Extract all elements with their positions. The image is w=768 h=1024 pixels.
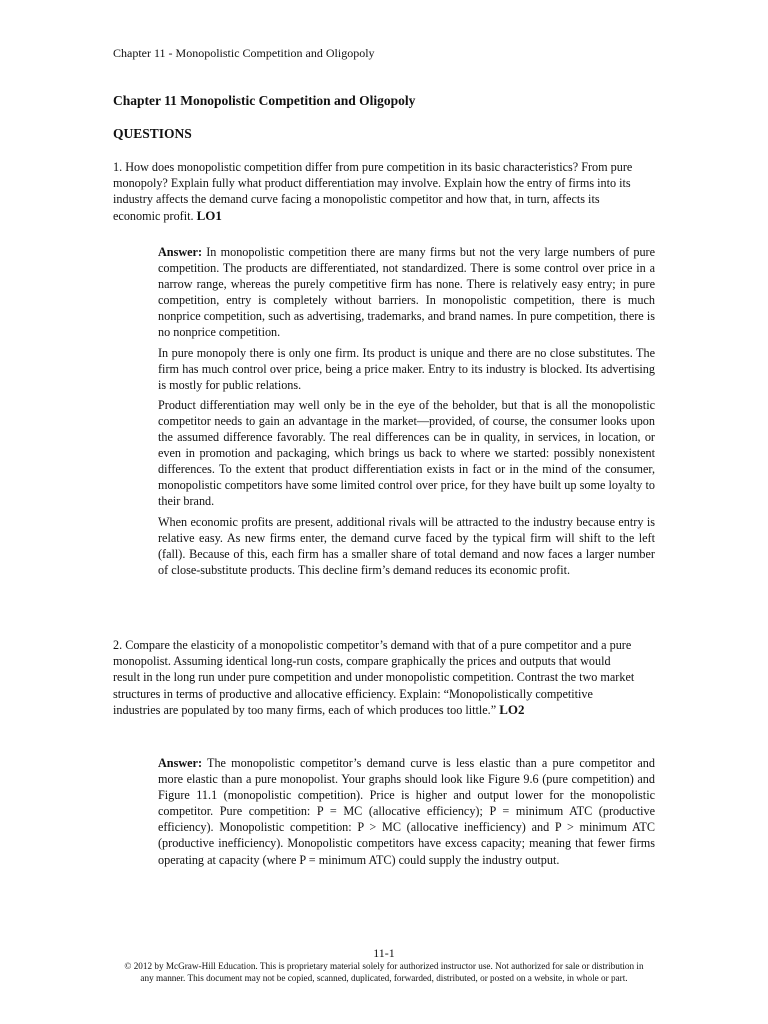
section-heading: QUESTIONS [113,126,192,141]
question-1 [113,159,640,224]
answer-1 [158,244,655,582]
question-1-lo: LO1 [196,207,222,223]
answer-label: Answer: [158,245,203,259]
running-header: Chapter 11 - Monopolistic Competition and Oligopoly [113,46,375,60]
question-2-lo: LO2 [499,701,525,717]
answer-1-paragraph-3: Product differentiation may well only be in the eye of the beholder, but that is all the monopolistic competitor needs to gain an advantage in the market—provided, of course, the consumer looks upon the assumed difference favorably. The real differences can be in quality, in services, in location, or even in promotion and packaging, which brings us back to where we started: possibly nonexistent differences. To the extent that product differentiation exists in fact or in the mind of the consumer, monopolistic competitors have some limited control over price, for they have built up some loyalty to their brand. [158,397,655,509]
answer-2-paragraph-1-text: The monopolistic competitor’s demand curve is less elastic than a pure competitor and more elastic than a pure monopolist. Your graphs should look like Figure 9.6 (pure competition) and Figure 11.1 (monopolistic competition). Price is higher and output lower for the monopolistic competitor. Pure competition: P = MC (allocative efficiency); P = minimum ATC (productive efficiency). Monopolistic competition: P > MC (allocative inefficiency) and P > minimum ATC (productive inefficiency). Monopolistic competitors have excess capacity; meaning that fewer firms operating at capacity (where P = minimum ATC) could supply the industry output. [158,756,655,867]
question-1-text: 1. How does monopolistic competition differ from pure competition in its basic characteristics? From pure monopoly? Explain fully what product differentiation may involve. Explain how the entry of firms into its industry affects the demand curve facing a monopolistic competitor and how that, in turn, affects its economic profit. [113,160,633,223]
answer-1-paragraph-1-text: In monopolistic competition there are many firms but not the very large numbers of pure competition. The products are differentiated, not standardized. There is some control over price in a narrow range, whereas the purely competitive firm has none. There is relatively easy entry; in pure competition, entry is completely without barriers. In monopolistic competition, there is much nonprice competition, such as advertising, trademarks, and brand names. In pure competition, there is no nonprice competition. [158,245,656,340]
answer-1-paragraph-2: In pure monopoly there is only one firm. Its product is unique and there are no close substitutes. The firm has much control over price, being a price maker. Entry to its industry is blocked. Its advertising is mostly for public relations. [158,345,655,392]
copyright-notice: © 2012 by McGraw-Hill Education. This is proprietary material solely for authorized instructor use. Not authorized for sale or distribution in any manner. This document may not be copied, scanned, duplicated, forwarded, distributed, or posted on a website, in whole or part. [124,961,644,983]
chapter-title: Chapter 11 Monopolistic Competition and Oligopoly [113,93,416,108]
answer-2 [158,755,655,872]
question-2-text: 2. Compare the elasticity of a monopolistic competitor’s demand with that of a pure competitor and a pure monopolist. Assuming identical long-run costs, compare graphically the prices and outputs that would result in the long run under pure competition and under monopolistic competition. Contrast the two market structures in terms of productive and allocative efficiency. Explain: “Monopolistically competitive industries are populated by too many firms, each of which produces too little.” [113,638,635,717]
answer-1-paragraph-1 [158,244,655,341]
question-2 [113,637,640,718]
answer-label: Answer: [158,756,203,770]
answer-2-paragraph-1 [158,755,655,868]
page-number: 11-1 [373,946,395,960]
answer-1-paragraph-4: When economic profits are present, additional rivals will be attracted to the industry because entry is relative easy. As new firms enter, the demand curve faced by the typical firm will shift to the left (fall). Because of this, each firm has a smaller share of total demand and now faces a larger number of close-substitute products. This decline firm’s demand reduces its economic profit. [158,514,655,577]
